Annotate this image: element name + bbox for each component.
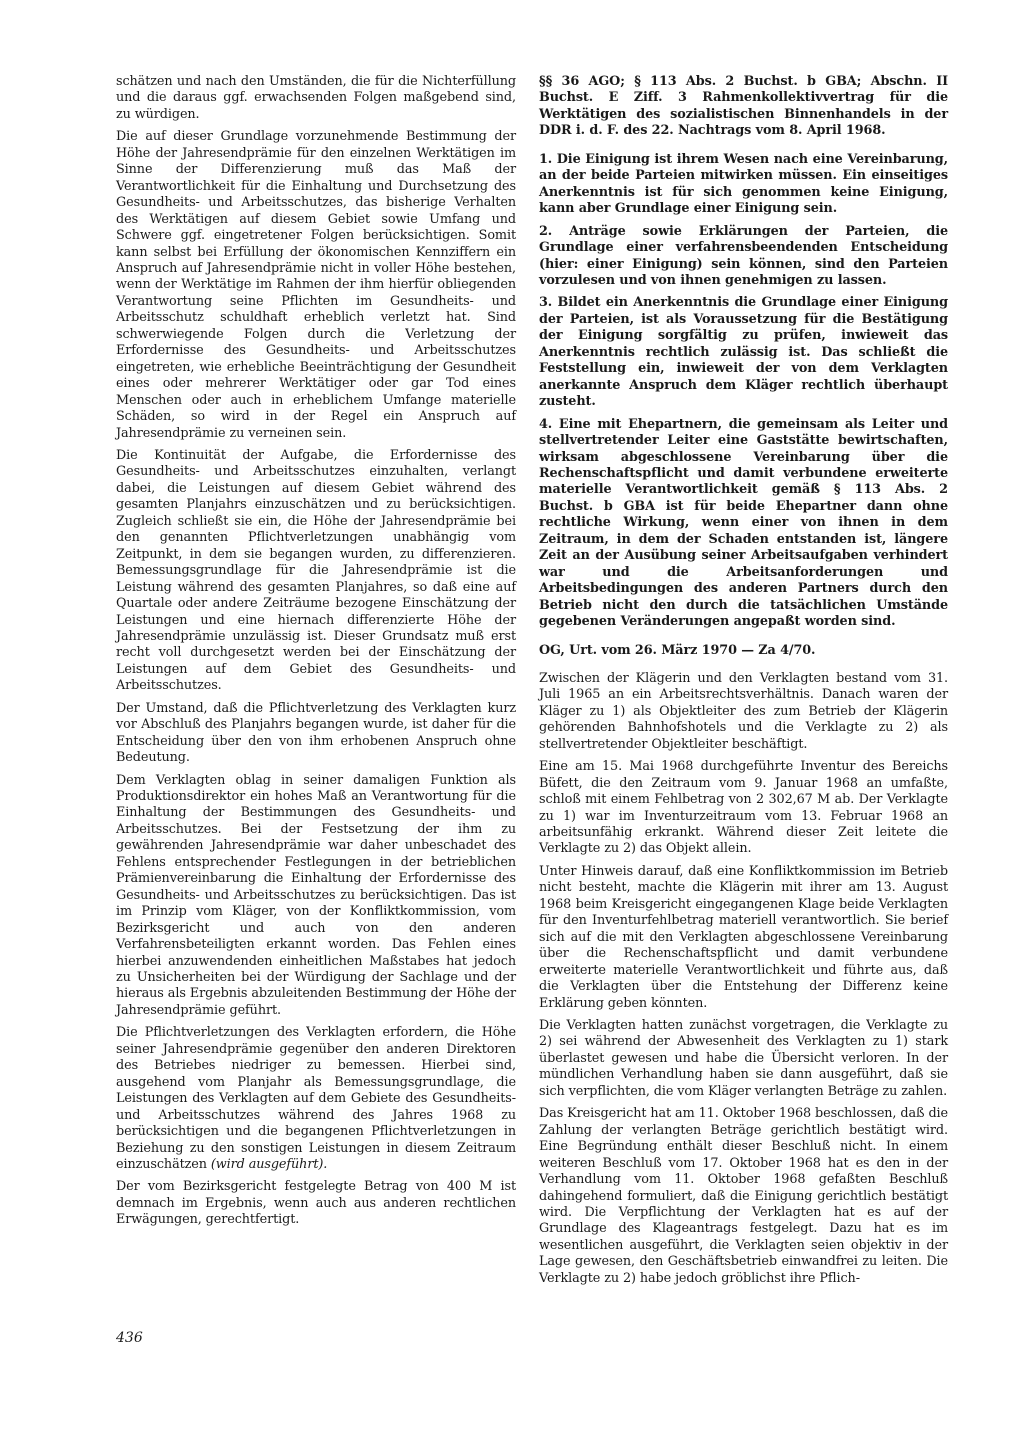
left-paragraph: Der vom Bezirksgericht festgelegte Betrag von 400 M ist demnach im Ergebnis, wenn auch aus anderen rechtlichen Erwägungen, gerechtfertigt. — [116, 1179, 516, 1228]
right-paragraph: Eine am 15. Mai 1968 durchgeführte Inventur des Bereichs Büfett, die den Zeitraum vom 9. Januar 1968 an umfaßte, schloß mit einem Fehlbetrag von 2 302,67 M ab. Der Verklagte zu 1) war im Inventurzeitraum vom 13. Februar 1968 an arbeitsunfähig erkrankt. Während dieser Zeit leitete die Verklagte zu 2) das Objekt allein. — [539, 759, 948, 857]
right-paragraph: Zwischen der Klägerin und den Verklagten bestand vom 31. Juli 1965 an ein Arbeitsrechtsverhältnis. Danach waren der Kläger zu 1) als Objektleiter des zum Betrieb der Klägerin gehörenden Bahnhofshotels und die Verklagte zu 2) als stellvertretender Objektleiter beschäftigt. — [539, 670, 948, 752]
headnote-4: 4. Eine mit Ehepartnern, die gemeinsam als Leiter und stellvertretender Leiter eine Gaststätte bewirtschaften, wirksam abgeschlossene Vereinbarung über die Rechenschaftspflicht und damit verbundene erweiterte materielle Verantwortlichkeit gemäß § 113 Abs. 2 Buchst. b GBA ist für beide Ehepartner dann ohne rechtliche Wirkung, wenn einer von ihnen in dem Zeitraum, in dem der Schaden entstanden ist, längere Zeit an der Ausübung seiner Arbeitsaufgaben verhindert war und die Arbeitsanforderungen und Arbeitsbedingungen des anderen Partners durch den Betrieb nicht den durch die tatsächlichen Umstände gegebenen Veränderungen angepaßt worden sind. — [539, 416, 948, 630]
left-paragraph — [116, 1025, 516, 1173]
left-paragraph: Die Kontinuität der Aufgabe, die Erfordernisse des Gesundheits- und Arbeitsschutzes einzuhalten, verlangt dabei, die Leistungen auf diesem Gebiet während des gesamten Planjahrs einzuschätzen und zu berücksichtigen. Zugleich schließt sie ein, die Höhe der Jahresendprämie bei den genannten Pflichtverletzungen unabhängig vom Zeitpunkt, in dem sie begangen wurden, zu differenzieren. Bemessungsgrundlage für die Jahresendprämie ist die Leistung während des gesamten Planjahres, so daß eine auf Quartale oder andere Zeiträume bezogene Einschätzung der Leistungen und eine hiernach differenzierte Höhe der Jahresendprämie unzulässig ist. Dieser Grundsatz muß erst recht voll durchgesetzt werden bei der Einschätzung der Leistungen auf dem Gebiet des Gesundheits- und Arbeitsschutzes. — [116, 447, 516, 694]
left-paragraph: Die auf dieser Grundlage vorzunehmende Bestimmung der Höhe der Jahresendprämie für den einzelnen Werktätigen im Sinne der Differenzierung muß das Maß der Verantwortlichkeit für die Einhaltung und Durchsetzung des Gesundheits- und Arbeitsschutzes, das bisherige Verhalten des Werktätigen auf diesem Gebiet sowie Umfang und Schwere ggf. eingetretener Folgen berücksichtigen. Somit kann selbst bei Erfüllung der ökonomischen Kennziffern ein Anspruch auf Jahresendprämie nicht in voller Höhe bestehen, wenn der Werktätige im Rahmen der ihm hierfür obliegenden Verantwortung seine Pflichten im Gesundheits- und Arbeitsschutz schuldhaft erheblich verletzt hat. Sind schwerwiegende Folgen durch die Verletzung der Erfordernisse des Gesundheits- und Arbeitsschutzes eingetreten, wie erhebliche Beeinträchtigung der Gesundheit eines oder mehrerer Werktätiger oder gar Tod eines Menschen oder auch in erheblichem Umfange materielle Schäden, so wird in der Regel ein Anspruch auf Jahresendprämie zu verneinen sein. — [116, 129, 516, 441]
right-paragraph: Das Kreisgericht hat am 11. Oktober 1968 beschlossen, daß die Zahlung der verlangten Beträge gerichtlich bestätigt wird. Eine Begründung enthält dieser Beschluß nicht. In einem weiteren Beschluß vom 17. Oktober 1968 hat es den in der Verhandlung vom 11. Oktober 1968 gefaßten Beschluß dahingehend formuliert, daß die Einigung gerichtlich bestätigt wird. Die Verpflichtung der Verklagten hat es auf der Grundlage des Klageantrags festgelegt. Dazu hat es im wesentlichen ausgeführt, die Verklagten seien objektiv in der Lage gewesen, den Geschäftsbetrieb einwandfrei zu leiten. Die Verklagte zu 2) habe jedoch gröblichst ihre Pflich- — [539, 1106, 948, 1286]
judgment-citation: OG, Urt. vom 26. März 1970 — Za 4/70. — [539, 642, 816, 658]
headnote-1: 1. Die Einigung ist ihrem Wesen nach eine Vereinbarung, an der beide Parteien mitwirken müssen. Ein einseitiges Anerkenntnis ist für sich genommen keine Einigung, kann aber Grundlage einer Einigung sein. — [539, 151, 948, 217]
headnote-2: 2. Anträge sowie Erklärungen der Parteien, die Grundlage einer verfahrensbeendenden Entscheidung (hier: einer Einigung) sein können, sind den Parteien vorzulesen und von ihnen genehmigen zu lassen. — [539, 223, 948, 288]
left-paragraph: schätzen und nach den Umständen, die für die Nichterfüllung und die daraus ggf. erwachsenden Folgen maßgebend sind, zu würdigen. — [116, 74, 516, 122]
italic-note: (wird ausgeführt). — [206, 1157, 328, 1172]
left-paragraph-text: Die Pflichtverletzungen des Verklagten erfordern, die Höhe seiner Jahresendprämie gegenüber den anderen Direktoren des Betriebes niedriger zu bemessen. Hierbei sind, ausgehend vom Planjahr als Bemessungsgrundlage, die Leistungen des Verklagten auf dem Gebiete des Gesundheits- und Arbeitsschutzes während des Jahres 1968 zu berücksichtigen und die begangenen Pflichtverletzungen in Beziehung zu den sonstigen Leistungen in diesem Zeitraum einzuschätzen — [116, 1025, 516, 1172]
right-paragraph: Die Verklagten hatten zunächst vorgetragen, die Verklagte zu 2) sei während der Abwesenheit des Verklagten zu 1) stark überlastet gewesen und habe die Übersicht verloren. In der mündlichen Verhandlung haben sie dann ausgeführt, daß sie sich verpflichten, die vom Kläger verlangten Beträge zu zahlen. — [539, 1018, 948, 1099]
left-column — [116, 74, 516, 1235]
headnote-3: 3. Bildet ein Anerkenntnis die Grundlage einer Einigung der Parteien, ist als Voraussetzung für die Bestätigung der Einigung sorgfältig zu prüfen, inwieweit das Anerkenntnis rechtlich zulässig ist. Das schließt die Feststellung ein, inwieweit der von dem Verklagten anerkannte Anspruch dem Kläger rechtlich überhaupt zusteht. — [539, 295, 948, 410]
legal-norms-heading: §§ 36 AGO; § 113 Abs. 2 Buchst. b GBA; Abschn. II Buchst. E Ziff. 3 Rahmenkollektivvertrag für die Werktätigen des sozialistischen Binnenhandels in der DDR i. d. F. des 22. Nachtrags vom 8. April 1968. — [539, 74, 948, 139]
right-paragraph: Unter Hinweis darauf, daß eine Konfliktkommission im Betrieb nicht besteht, machte die Klägerin mit ihrer am 13. August 1968 beim Kreisgericht eingegangenen Klage beide Verklagten für den Inventurfehlbetrag materiell verantwortlich. Sie berief sich auf die mit den Verklagten abgeschlossene Vereinbarung über die Rechenschaftspflicht und damit verbundene erweiterte materielle Verantwortlichkeit und führte aus, daß die Verklagten über die Entstehung der Differenz keine Erklärung geben könnten. — [539, 863, 948, 1011]
left-paragraph: Dem Verklagten oblag in seiner damaligen Funktion als Produktionsdirektor ein hohes Maß an Verantwortung für die Einhaltung der Bestimmungen des Gesundheits- und Arbeitsschutzes. Bei der Festsetzung der ihm zu gewährenden Jahresendprämie war daher unbeschadet des Fehlens entsprechender Festlegungen in der betrieblichen Prämienvereinbarung die Einhaltung der Erfordernisse des Gesundheits- und Arbeitsschutzes zu berücksichtigen. Das ist im Prinzip vom Kläger, von der Konfliktkommission, vom Bezirksgericht und auch von den anderen Verfahrensbeteiligten erkannt worden. Das Fehlen eines hierbei anzuwendenden einheitlichen Maßstabes hat jedoch zu Unsicherheiten bei der Würdigung der Sachlage und der hieraus als Ergebnis abzuleitenden Bestimmung der Höhe der Jahresendprämie geführt. — [116, 772, 516, 1018]
right-column — [539, 74, 948, 1293]
left-paragraph: Der Umstand, daß die Pflichtverletzung des Verklagten kurz vor Abschluß des Planjahrs begangen wurde, ist daher für die Entscheidung über den von ihm erhobenen Anspruch ohne Bedeutung. — [116, 700, 516, 766]
page-number: 436 — [116, 1330, 143, 1346]
